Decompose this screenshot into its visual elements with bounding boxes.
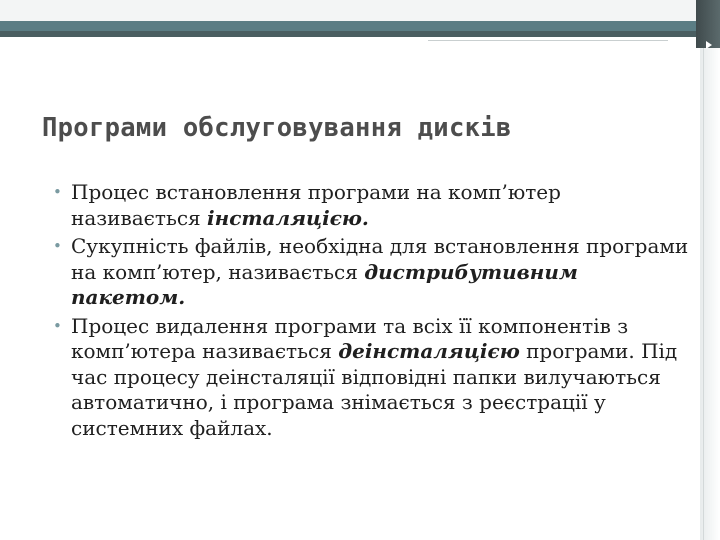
bullet-text-end: . (361, 205, 369, 230)
list-item (55, 234, 695, 311)
list-item (55, 180, 695, 231)
round-bullet-icon: • (53, 183, 62, 201)
bullet-text: Сукупність файлів, необхідна для встановлення програми на комп’ютер, називається (71, 234, 689, 284)
header-dark-bar (0, 31, 700, 37)
bullet-text-end: . (178, 285, 186, 309)
bullet-list (55, 180, 695, 444)
right-divider-line (703, 48, 704, 540)
bullet-text: Процес встановлення програми на комп’ютер називається (71, 180, 561, 230)
bullet-emphasis: дистрибутивним пакетом (71, 259, 578, 309)
bullet-text-end: програми. Під час процесу деінсталяції відповідні папки вилучаються автоматично, і програма знімається з реєстрації у системних файлах. (71, 339, 678, 440)
bullet-text: Процес видалення програми та всіх її компонентів з комп’ютера називається (71, 313, 629, 363)
corner-arrow-icon (706, 41, 712, 49)
round-bullet-icon: • (53, 316, 62, 335)
bullet-emphasis: деінсталяцією (338, 339, 520, 363)
list-item (55, 314, 695, 442)
bullet-emphasis: інсталяцією (207, 205, 362, 230)
round-bullet-icon: • (53, 237, 62, 255)
slide-title: Програми обслуговування дисків (42, 113, 512, 143)
header-divider-line (428, 40, 668, 41)
